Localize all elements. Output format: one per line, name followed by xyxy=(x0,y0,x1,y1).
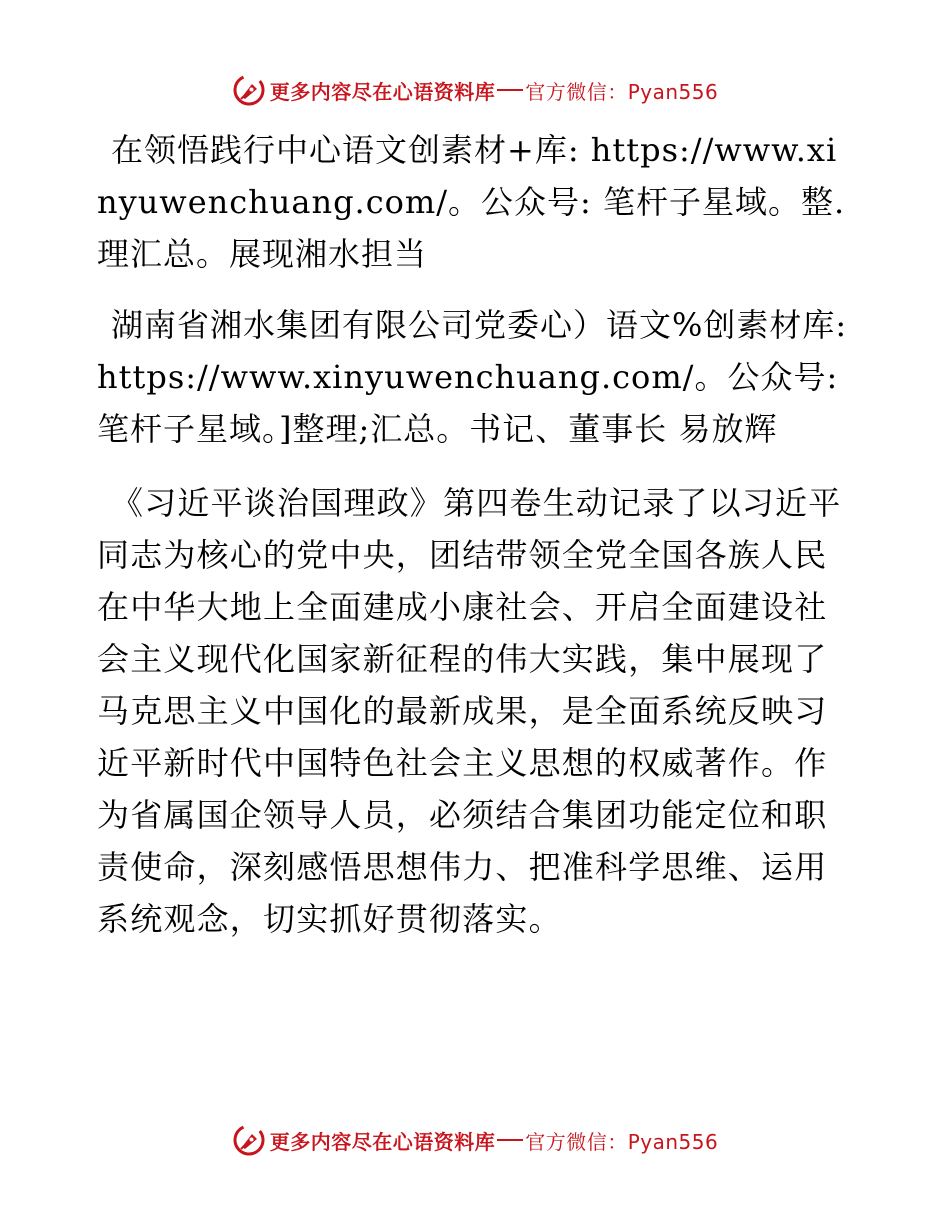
banner-main-text: 更多内容尽在心语资料库 xyxy=(269,79,496,104)
footer-banner xyxy=(0,1120,950,1160)
footer-main-text: 更多内容尽在心语资料库 xyxy=(269,1129,496,1154)
paragraph-body: 《习近平谈治国理政》第四卷生动记录了以习近平同志为核心的党中央，团结带领全党全国各族人民在中华大地上全面建成小康社会、开启全面建设社会主义现代化国家新征程的伟大实践，集中展现了马克思主义中国化的最新成果，是全面系统反映习近平新时代中国特色社会主义思想的权威著作。作为省属国企领导人员，必须结合集团功能定位和职责使命，深刻感悟思想伟力、把准科学思维、运用系统观念，切实抓好贯彻落实。 xyxy=(97,484,842,938)
pen-nib-logo-icon xyxy=(232,73,266,107)
footer-wechat-text: 官方微信：Pyan556 xyxy=(525,1129,719,1154)
paragraph-author-line: 湖南省湘水集团有限公司党委心）语文%创素材库: https://www.xinyuwenchuang.com/。公众号: 笔杆子星域。]整理;汇总。书记、董事长 易放辉 xyxy=(97,306,859,448)
header-banner xyxy=(0,70,950,110)
paragraph-title-line: 在领悟践行中心语文创素材+库: https://www.xinyuwenchuang.com/。公众号: 笔杆子星域。整.理汇总。展现湘水担当 xyxy=(97,131,846,273)
document-body xyxy=(97,124,859,964)
footer-divider xyxy=(497,1139,523,1141)
pen-nib-logo-icon xyxy=(232,1123,266,1157)
banner-divider xyxy=(497,89,523,91)
banner-wechat-text: 官方微信：Pyan556 xyxy=(525,79,719,104)
